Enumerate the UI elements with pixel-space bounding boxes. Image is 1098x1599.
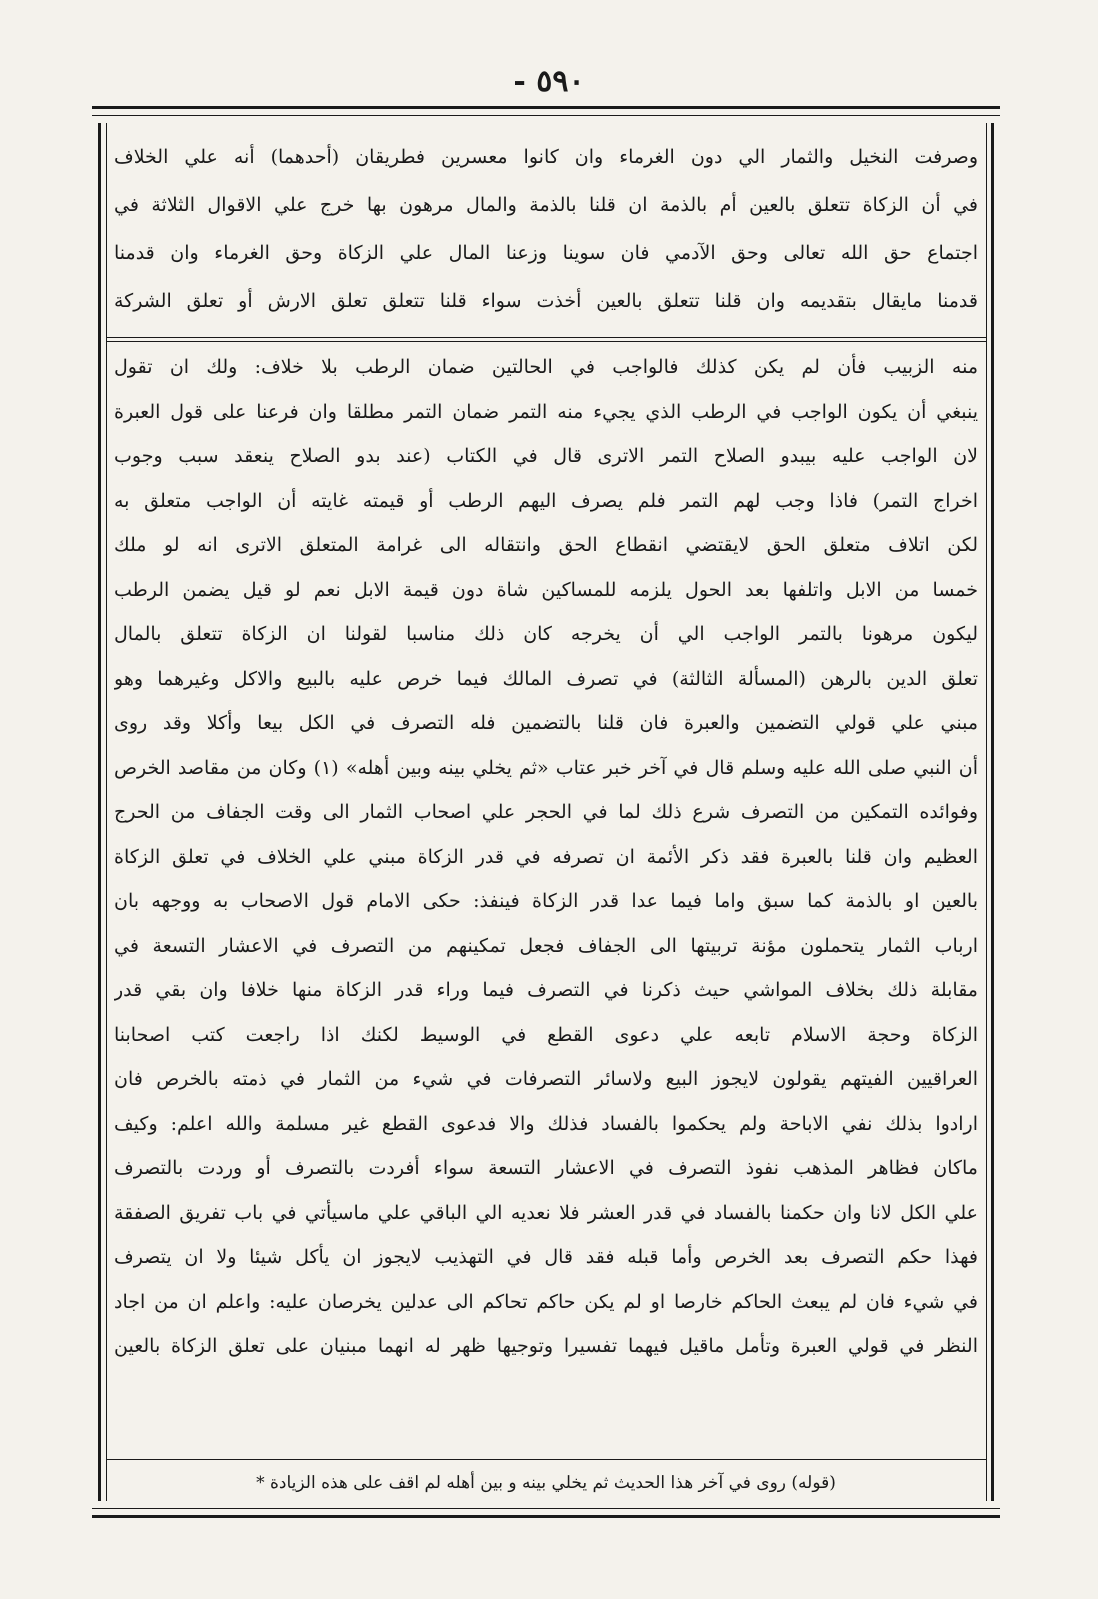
commentary-line: منه الزبيب فأن لم يكن كذلك فالواجب في الحالتين ضمان الرطب بلا خلاف: ولك ان تقول: [114, 356, 978, 378]
section-divider: [106, 337, 986, 338]
commentary-line: ماكان فظاهر المذهب نفوذ التصرف في الاعشار التسعة سواء أفردت بالتصرف أو وردت بالتصرف: [114, 1157, 978, 1179]
commentary-line: بالعين او بالذمة كما سبق واما فيما عدا قدر الزكاة فينفذ: حكى الامام قول الاصحاب به ووجهه بان: [114, 890, 978, 912]
commentary-line: ينبغي أن يكون الواجب في الرطب الذي يجيء منه التمر ضمان التمر مطلقا وان فرعنا على قول العبرة: [114, 400, 978, 423]
frame-right-rule: [991, 123, 994, 1501]
page-number: - ٥٩٠: [513, 64, 585, 99]
commentary-line: في شيء فان لم يبعث الحاكم خارصا او لم يكن حاكم تحاكم الى عدلين يخرصان عليه: واعلم ان من اجاد: [114, 1290, 978, 1313]
commentary-line: ليكون مرهونا بالتمر الواجب الي أن يخرجه كان ذلك مناسبا لقولنا ان الزكاة تتعلق بالمال: [114, 623, 978, 645]
footnote-divider: [106, 1459, 986, 1460]
commentary-line: مقابلة ذلك بخلاف المواشي حيث ذكرنا في التصرف فيما وراء قدر الزكاة منها خلافا وان بقي قدر: [114, 979, 978, 1001]
commentary-line: اخراج التمر) فاذا وجب لهم التمر فلم يصرف اليهم الرطب أو قيمته غايته أن الواجب متعلق به: [114, 489, 978, 512]
page-frame: [92, 106, 1000, 1518]
commentary-line: وفوائده التمكين من التصرف شرع ذلك لما في الحجر علي اصحاب الثمار الى وقت الجفاف من الحرج: [114, 801, 978, 823]
commentary-line: الزكاة وحجة الاسلام تابعه علي دعوى القطع في الوسيط لكنك اذا راجعت كتب اصحابنا: [114, 1023, 978, 1046]
commentary-line: النظر في قولي العبرة وتأمل ماقيل فيهما تفسيرا وتوجيها ظهر له انهما مبنيان على تعلق الزكاة بالعين: [114, 1335, 978, 1357]
commentary-line: علي الكل لانا وان حكمنا بالفساد في قدر العشر فلا نعديه الي الباقي علي ماسيأتي في باب تفريق الصفقة: [114, 1201, 978, 1224]
frame-left-rule: [98, 123, 101, 1501]
commentary-line: مبني علي قولي التضمين والعبرة فان قلنا بالتضمين فله التصرف في الكل بيعا وأكلا وقد روى: [114, 712, 978, 734]
main-text-line: وصرفت النخيل والثمار الي دون الغرماء وان كانوا معسرين فطريقان (أحدهما) أنه علي الخلاف: [114, 146, 978, 168]
commentary-line: ارباب الثمار يتحملون مؤنة تربيتها الى الجفاف فجعل تمكينهم من التصرف في الاعشار التسعة في: [114, 934, 978, 957]
commentary-line: أن النبي صلى الله عليه وسلم قال في آخر خبر عتاب «ثم يخلي بينه وبين أهله» (١) وكان من مقاصد الخرص: [114, 756, 978, 779]
main-text-line: قدمنا مايقال بتقديمه وان قلنا تتعلق بالعين أخذت سواء قلنا تتعلق تعلق الارش أو تعلق الشركة: [114, 290, 978, 312]
commentary-line: لكن اتلاف متعلق الحق لايقتضي انقطاع الحق وانتقاله الى غرامة المتعلق الاترى انه لو ملك: [114, 534, 978, 556]
commentary-line: ارادوا بذلك نفي الاباحة ولم يحكموا بالفساد فذلك والا فدعوى القطع غير مسلمة والله اعلم: وكيف: [114, 1112, 978, 1135]
commentary-line: خمسا من الابل واتلفها بعد الحول يلزمه للمساكين شاة دون قيمة الابل نعم لو قيل يضمن الرطب: [114, 578, 978, 601]
main-text-line: اجتماع حق الله تعالى وحق الآدمي فان سوينا وزعنا المال علي الزكاة وحق الغرماء وان قدمنا: [114, 242, 978, 264]
commentary-line: تعلق الدين بالرهن (المسألة الثالثة) في تصرف المالك فيما خرص عليه بالبيع والاكل وغيرهما وهو: [114, 667, 978, 690]
commentary-line: فهذا حكم التصرف بعد الخرص وأما قبله فقد قال في التهذيب لايجوز ان يأكل شيئا ولا ان يتصرف: [114, 1246, 978, 1268]
commentary-line: لان الواجب عليه بيبدو الصلاح التمر الاترى قال في الكتاب (عند بدو الصلاح ينعقد سبب وجوب: [114, 445, 978, 467]
main-text-line: في أن الزكاة تتعلق بالعين أم بالذمة ان قلنا بالذمة والمال مرهون بها خرج علي الاقوال الثلاثة في: [114, 194, 978, 216]
commentary-text: [114, 345, 978, 1369]
commentary-line: العراقيين الفيتهم يقولون لايجوز البيع ولاسائر التصرفات في شيء من الثمار في ذمته بالخرص فان: [114, 1068, 978, 1090]
footnote: (قوله) روى في آخر هذا الحديث ثم يخلي بينه و بين أهله لم اقف على هذه الزيادة *: [256, 1473, 836, 1493]
main-text: [114, 133, 978, 325]
commentary-line: العظيم وان قلنا بالعبرة فقد ذكر الأئمة ان تصرفه في قدر الزكاة مبني علي الخلاف في تعلق الزكاة: [114, 845, 978, 868]
